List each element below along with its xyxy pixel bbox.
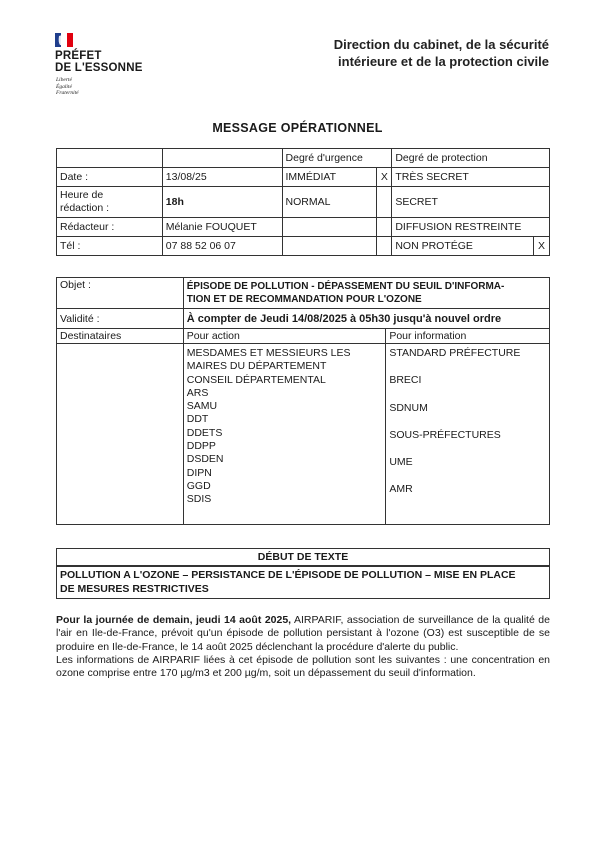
heure-label bbox=[57, 187, 163, 218]
objet-label: Objet : bbox=[57, 278, 184, 309]
list-item: GGD bbox=[186, 479, 211, 492]
heure-label-line2: rédaction : bbox=[60, 202, 110, 214]
tel-label: Tél : bbox=[57, 237, 163, 256]
logo-line-2: DE L'ESSONNE bbox=[55, 62, 143, 74]
list-item: CONSEIL DÉPARTEMENTAL bbox=[186, 373, 326, 386]
objet-value bbox=[183, 278, 549, 309]
urgence-immediat: IMMÉDIAT bbox=[282, 168, 377, 187]
direction-line-2: intérieure et de la protection civile bbox=[338, 54, 549, 69]
message-table bbox=[56, 277, 550, 525]
urgence-immediat-mark: X bbox=[377, 168, 392, 187]
heading-line-2: DE MESURES RESTRICTIVES bbox=[60, 582, 209, 595]
prefecture-logo bbox=[55, 50, 143, 74]
pour-information-list bbox=[386, 344, 550, 525]
protection-tres-secret: TRÈS SECRET bbox=[392, 168, 550, 187]
list-item: MESDAMES ET MESSIEURS LES bbox=[186, 347, 351, 359]
urgence-normal: NORMAL bbox=[282, 187, 377, 218]
heure-value: 18h bbox=[162, 187, 282, 218]
body-p1-rest: AIRPARIF, association de surveillance de la qualité de l'air en Ile-de-France, prévoit qu'un épisode de pollution persistant à l'ozone (O3) est susceptible de se produire en Ile-de-France, le 14 août 2025 déclenchant la procédure d'alerte du public. bbox=[56, 614, 550, 653]
redacteur-value: Mélanie FOUQUET bbox=[162, 218, 282, 237]
body-p1-bold: Pour la journée de demain, jeudi 14 août 2025, bbox=[56, 614, 292, 626]
pour-action-header: Pour action bbox=[183, 329, 386, 344]
destinataires-label: Destinataires bbox=[57, 329, 184, 344]
heading-line-1: POLLUTION A L'OZONE – PERSISTANCE DE L'ÉPISODE DE POLLUTION – MISE EN PLACE bbox=[60, 569, 516, 581]
list-item: DDT bbox=[186, 413, 209, 426]
col-urgence-header: Degré d'urgence bbox=[282, 149, 392, 168]
page-title: MESSAGE OPÉRATIONNEL bbox=[212, 121, 383, 135]
devise bbox=[56, 77, 79, 97]
debut-de-texte: DÉBUT DE TEXTE bbox=[57, 549, 550, 567]
pour-action-list bbox=[183, 344, 386, 525]
protection-non-protege: NON PROTÉGE bbox=[392, 237, 534, 256]
date-value: 13/08/25 bbox=[162, 168, 282, 187]
text-block-table bbox=[56, 548, 550, 599]
col-protection-header: Degré de protection bbox=[392, 149, 550, 168]
message-heading bbox=[57, 566, 550, 599]
list-item: DDETS bbox=[186, 426, 223, 439]
date-label: Date : bbox=[57, 168, 163, 187]
devise-fraternite: Fraternité bbox=[56, 90, 79, 96]
list-item: BRECI bbox=[389, 374, 422, 387]
list-item: AMR bbox=[389, 483, 413, 496]
validite-value: À compter de Jeudi 14/08/2025 à 05h30 jusqu'à nouvel ordre bbox=[183, 309, 549, 329]
protection-secret: SECRET bbox=[392, 187, 550, 218]
info-table bbox=[56, 148, 550, 256]
body-paragraph-2: Les informations de AIRPARIF liées à cet épisode de pollution sont les suivantes : une concentration en ozone comprise entre 170 µg/m3 et 200 µg/m, soit un dépassement du seuil d'information. bbox=[56, 653, 550, 680]
validite-label: Validité : bbox=[57, 309, 184, 329]
marianne-flag-icon bbox=[55, 33, 73, 47]
protection-diffusion-restreinte: DIFFUSION RESTREINTE bbox=[392, 218, 550, 237]
devise-egalite: Égalité bbox=[56, 83, 72, 90]
list-item: STANDARD PRÉFECTURE bbox=[389, 347, 521, 359]
pour-information-header: Pour information bbox=[386, 329, 550, 344]
protection-non-protege-mark: X bbox=[533, 237, 549, 256]
logo-line-1: PRÉFET bbox=[55, 50, 102, 62]
direction-line-1: Direction du cabinet, de la sécurité bbox=[333, 37, 549, 52]
heure-label-line1: Heure de bbox=[60, 189, 104, 201]
redacteur-label: Rédacteur : bbox=[57, 218, 163, 237]
tel-value: 07 88 52 06 07 bbox=[162, 237, 282, 256]
list-item: DDPP bbox=[186, 440, 216, 453]
message-body bbox=[56, 614, 550, 680]
body-paragraph-1 bbox=[56, 614, 550, 654]
list-item: UME bbox=[389, 456, 413, 469]
list-item: SOUS-PRÉFECTURES bbox=[389, 428, 501, 441]
direction-header bbox=[334, 36, 549, 70]
list-item: SDNUM bbox=[389, 401, 428, 414]
objet-line-2: TION ET DE RECOMMANDATION POUR L'OZONE bbox=[186, 294, 422, 305]
objet-line-1: ÉPISODE DE POLLUTION - DÉPASSEMENT DU SEUIL D'INFORMA- bbox=[186, 280, 505, 292]
list-item: SAMU bbox=[186, 400, 218, 413]
list-item: DSDEN bbox=[186, 453, 224, 466]
list-item: SDIS bbox=[186, 493, 212, 506]
list-item: MAIRES DU DÉPARTEMENT bbox=[186, 360, 327, 373]
list-item: DIPN bbox=[186, 466, 212, 479]
list-item: ARS bbox=[186, 386, 209, 399]
devise-liberte: Liberté bbox=[56, 77, 72, 83]
